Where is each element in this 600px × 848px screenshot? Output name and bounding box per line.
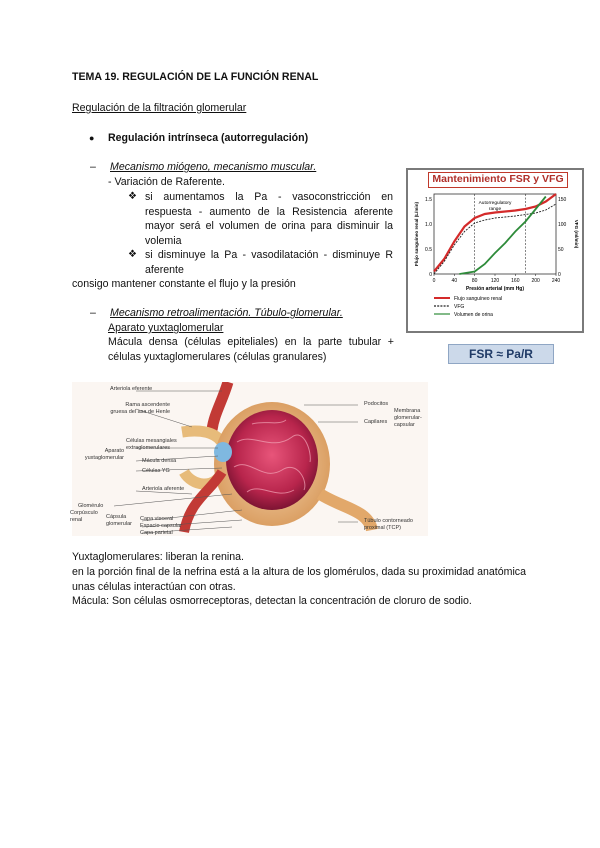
y2-tick-label: 50 [558, 247, 564, 253]
chart-title: Mantenimiento FSR y VFG [428, 172, 568, 188]
label-aparato-yuxta: Aparato yuxtaglomerular [84, 448, 124, 461]
label-capilares: Capilares [364, 419, 388, 425]
feedback-heading: Mecanismo retroalimentación. Túbulo-glomerular. [110, 307, 343, 319]
page-title: TEMA 19. REGULACIÓN DE LA FUNCIÓN RENAL [72, 71, 319, 83]
label-espacio-capsular: Espacio capsular [140, 523, 182, 529]
miogenic-item-1: si aumentamos la Pa - vasoconstricción en respuesta - aumento de la Resistencia aferente mayor será el volumen de orina para disminuir la volemia [145, 191, 393, 247]
label-capsula: Cápsula glomerular [106, 514, 132, 527]
formula-box: FSR ≈ Pa/R [448, 344, 554, 364]
x-tick-label: 0 [432, 278, 436, 284]
section-heading: Regulación de la filtración glomerular [72, 102, 247, 114]
miogenic-heading: Mecanismo miógeno, mecanismo muscular. [110, 161, 317, 173]
y-tick-label: 1.5 [425, 197, 432, 203]
dash-marker: – [90, 161, 96, 173]
legend-label-2: VFG [454, 303, 465, 310]
bullet-regulacion-intrinseca: Regulación intrínseca (autorregulación) [108, 132, 309, 144]
miogenic-after: consigo mantener constante el flujo y la presión [72, 278, 296, 290]
label-corpusculo: Corpúsculo renal [70, 510, 98, 523]
x-axis-label: Presión arterial (mm Hg) [465, 286, 525, 292]
y2-tick-label: 150 [558, 197, 567, 203]
x-tick-label: 40 [451, 278, 458, 284]
chart-figure [406, 168, 584, 333]
diamond-icon: ❖ [128, 249, 137, 260]
x-tick-label: 120 [490, 278, 500, 284]
legend-label-1: Flujo sanguíneo renal [454, 295, 503, 302]
x-tick-label: 200 [531, 278, 540, 284]
feedback-sub: Aparato yuxtaglomerular [108, 322, 224, 334]
macula-densa [214, 442, 232, 462]
label-arteriola-eferente: Arteriola eferente [110, 386, 153, 392]
closing-line-2: en la porción final de la nefrina está a la altura de los glomérulos, dada su proximidad anatómica unas células interactúan con otras. [72, 566, 526, 593]
label-podocitos: Podocitos [364, 401, 389, 407]
y2-tick-label: 100 [558, 222, 567, 228]
bullet-icon: ● [89, 133, 95, 143]
glomerulus [226, 410, 318, 510]
y-tick-label: 1.0 [425, 222, 432, 228]
label-mesangiales: Células mesangiales extraglomerulares [126, 438, 177, 451]
x-tick-label: 240 [551, 278, 561, 284]
label-celulas-yg: Células YG [142, 468, 170, 474]
label-rama-ascendente: Rama ascendente gruesa del asa de Henle [110, 402, 170, 415]
y2-tick-label: 0 [558, 272, 561, 278]
label-capa-visceral: Capa visceral [140, 516, 174, 522]
annotation-line-2: range [488, 207, 502, 212]
miogenic-sub: - Variación de Raferente. [108, 176, 225, 188]
miogenic-item-2: si disminuye la Pa - vasodilatación - disminuye R aferente [145, 249, 393, 276]
juxtaglomerular-illustration [72, 382, 428, 536]
label-membrana: Membrana glomerular-capsular [394, 408, 422, 428]
diamond-icon: ❖ [128, 191, 137, 202]
dash-marker: – [90, 307, 96, 319]
y-axis-label: Flujo sanguíneo renal (L/min) [414, 201, 419, 267]
closing-line-1: Yuxtaglomerulares: liberan la renina. [72, 551, 244, 563]
legend-label-3: Volumen de orina [454, 311, 493, 318]
label-tcp: Túbulo contorneado proximal (TCP) [364, 518, 413, 531]
closing-line-3: Mácula: Son células osmorreceptoras, detectan la concentración de cloruro de sodio. [72, 595, 472, 607]
feedback-text: Mácula densa (células epiteliales) en la parte tubular + células yuxtaglomerulares (células granulares) [108, 336, 394, 363]
series-line-2 [434, 204, 556, 274]
label-glomerulo: Glomérulo [78, 503, 104, 509]
label-arteriola-aferente: Arteriola aferente [142, 486, 185, 492]
label-macula-densa: Mácula densa [142, 458, 177, 464]
y2-axis-label: VFG (ml/min) [574, 219, 579, 249]
x-tick-label: 160 [511, 278, 520, 284]
chart-svg [408, 170, 582, 331]
x-tick-label: 80 [471, 278, 478, 284]
y-tick-label: 0.5 [425, 247, 432, 253]
y-tick-label: 0 [429, 272, 432, 278]
label-capa-parietal: Capa parietal [140, 530, 173, 536]
annotation-line-1: Autorregulatory [478, 201, 512, 206]
efferent-arteriole [212, 382, 228, 430]
